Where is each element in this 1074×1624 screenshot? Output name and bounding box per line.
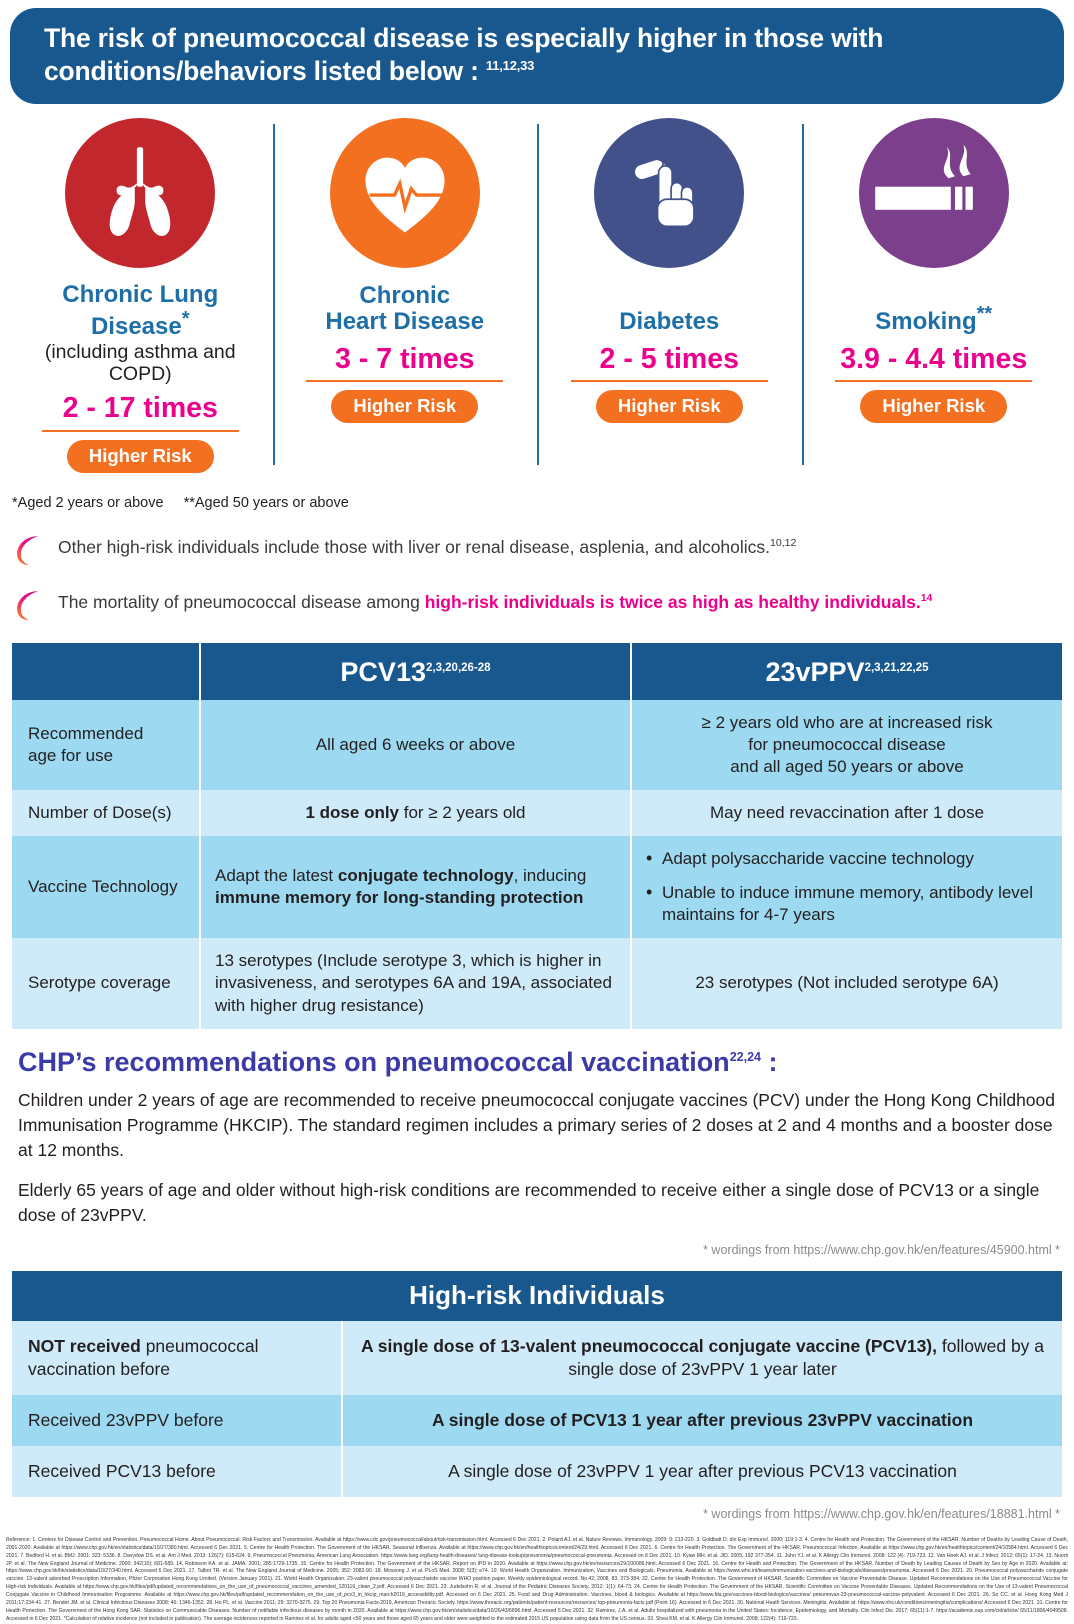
table-row <box>12 790 1062 836</box>
risk-divider <box>306 380 503 382</box>
cell-rest-part: for ≥ 2 years old <box>399 802 526 822</box>
risk-title-heart <box>279 282 532 336</box>
row-label-recommended-age: Recommended age for use <box>12 700 200 790</box>
table-header-row <box>12 643 1062 700</box>
age-footnote-one: *Aged 2 years or above <box>12 494 164 511</box>
heart-pulse-icon <box>330 118 480 268</box>
swoosh-quote-icon <box>14 533 58 572</box>
lungs-icon <box>65 118 215 268</box>
value-rest-part: followed by a single dose of 23vPPV 1 year later <box>568 1335 1045 1379</box>
risk-card-smoking <box>802 118 1067 473</box>
vaccine-comparison-table <box>12 643 1062 1029</box>
quote-item-2 <box>14 588 1074 627</box>
header-line2: conditions/behaviors listed below : <box>44 55 479 86</box>
table-row <box>12 1321 1062 1395</box>
cell-23vppv-doses: May need revaccination after 1 dose <box>631 790 1062 836</box>
high-risk-value-received-pcv13: A single dose of 23vPPV 1 year after previous PCV13 vaccination <box>342 1446 1062 1497</box>
risk-card-heart <box>273 118 538 473</box>
list-item: • Adapt polysaccharide vaccine technology <box>646 848 1048 870</box>
quote-text-2 <box>58 588 932 614</box>
header-refs: 11,12,33 <box>485 58 535 74</box>
risk-title-sup: ** <box>976 303 993 326</box>
column-header-label: 23vPPV <box>765 656 865 687</box>
label-bold-part: NOT received <box>28 1335 141 1356</box>
high-risk-label-received-pcv13: Received PCV13 before <box>12 1446 342 1497</box>
age-footnote-two: **Aged 50 years or above <box>183 494 349 511</box>
column-header-label: PCV13 <box>340 656 426 687</box>
row-label-number-of-doses: Number of Dose(s) <box>12 790 200 836</box>
cell-pcv13-serotypes: 13 serotypes (Include serotype 3, which is higher in invasiveness, and serotypes 6A and 19A, associated with higher drug resistance) <box>200 938 631 1028</box>
risk-divider <box>835 380 1032 382</box>
risk-times-lung: 2 - 17 times <box>62 392 218 425</box>
high-risk-value-received-23vppv <box>342 1395 1062 1446</box>
risk-title-text: Chronic Lung Disease <box>62 280 219 341</box>
risk-card-diabetes <box>537 118 802 473</box>
header-title <box>44 22 1030 88</box>
quote-body: Other high-risk individuals include those with liver or renal disease, asplenia, and alcoholics. <box>58 536 771 557</box>
risk-times-heart: 3 - 7 times <box>335 342 475 375</box>
high-risk-banner: High-risk Individuals <box>12 1271 1062 1321</box>
higher-risk-badge-diabetes: Higher Risk <box>596 390 743 423</box>
chp-paragraph-2: Elderly 65 years of age and older without high-risk conditions are recommended to receive either a single dose of PCV13 or a single dose of 23vPPV. <box>18 1179 1040 1226</box>
risk-title-diabetes <box>543 282 796 336</box>
chp-source-note: * wordings from https://www.chp.gov.hk/en/features/45900.html * <box>703 1242 1060 1257</box>
risk-divider <box>42 430 239 432</box>
risk-title-text: Diabetes <box>619 308 720 336</box>
header-banner <box>10 8 1064 104</box>
quote-ref: 14 <box>920 591 933 604</box>
risk-title-lung <box>14 282 267 386</box>
quote-text-1 <box>58 533 796 559</box>
chp-heading <box>18 1047 1074 1078</box>
bullet-list <box>646 848 1048 926</box>
risk-times-diabetes: 2 - 5 times <box>599 342 739 375</box>
cigarette-icon <box>859 118 1009 268</box>
table-row <box>12 836 1062 938</box>
risk-title-text: Smoking <box>875 308 977 336</box>
cell-23vppv-serotypes: 23 serotypes (Not included serotype 6A) <box>631 938 1062 1028</box>
risk-title-text: Chronic <box>359 281 451 309</box>
table-row <box>12 938 1062 1028</box>
value-bold-part: A single dose of PCV13 1 year after previous 23vPPV vaccination <box>431 1409 974 1430</box>
high-risk-value-not-received <box>342 1321 1062 1395</box>
higher-risk-badge-heart: Higher Risk <box>331 390 478 423</box>
high-risk-label-received-23vppv: Received 23vPPV before <box>12 1395 342 1446</box>
higher-risk-badge-lung: Higher Risk <box>67 440 214 473</box>
table-row <box>12 700 1062 790</box>
cell-pcv13-doses <box>200 790 631 836</box>
swoosh-quote-icon <box>14 588 58 627</box>
references-block: Reference: 1. Centers for Disease Control and Prevention. Pneumococcal Home. About Pneumococcal. Risk Factors and Transmission. Available at https://www.cdc.gov/pneumococcal/about/risk-transmission.html. Accessed 6 Dec 2021. 2. Polard AJ. et al. Nature Reviews, Immunology. 2009: 9: 213-220. 3. Goldbatt D. din Exp Immunol. 2000; 119:1-3. 4. Centre for Health and Protection. The Government of the HKSAR. Number of Deaths by Leading Cause of Death, 2001-2020. Available at https://www.chp.gov.hk/en/statistics/data/10/27/380.html. Accessed 6 Dec 2021. 5. Centre for Health Protection. The Government of the HKSAR. Seasonal Influenza. Available at https://www.chp.gov.hk/en/healthtopics/content/24/29.html. Accessed 6 Dec 2021. 6. Centre for Health Protection. The Government of the HKSAR. Pneumococcal Infection. Available at https://www.chp.gov.hk/en/healthtopics/content/24/10584.html. Accessed 6 Dec 2021. 7. Bedford H. et al. BMJ. 2001: 323: 5336. 8. Davydow DS. et al. Am J Med. 2013: 126(7): 615-624. 9. Pneumococcal Pneumonia, American Lung Association. https://www.lung.org/lung-health-diseases/ lung-disease-lookup/pneumonia/pneumococcal-pneumonia. Accessed on 6 Dec 2021. 10. Kyaw MH. et al. JID. 2005, 192 377-354. 11. Juhn YJ. et al. K Allergy Clin Immunol. 2008: 122 (4): 719-723. 12. Van Hoek AJ. et al. J Infect. 2012; 65(1): 17-24. 13. Nuorti JP. et al. The New England Journal of Medicine. 2000; 342(10): 681-689. 14. Robinson KA. et al. JAMA. 2001; 285:1729-1735. 15. Centre for Health Protection. The Government of the HKSAR. Report on IPD in 2020. Available at https://www.chp.gov.hk/en/resources/29/100086.html. Accessed 6 Dec 2021. 16. Centre for Health and Protection. The Government of the HKSAR. Number of Death by Leading Causes of Death by Sex by Age in 2020. Available at: https://www.chp.gov.hk/hk/statistics/data/10/27/340.html. Accessed 6 Dec 2021. 17. Talbot TR. et al. The New England Journal of Medicine. 2005; 352: 2082-90. 18. Mossong J. et al. PLoS Med. 2008; 5(3): e74. 19. World Health Organization. Immunization, Vaccines and Biologicals. Pneumonia. Available at https://www.who.int/teams/immunization-vaccines-and-biologicals/diseases/pneumonia. Accessed 6 Dec 2021. 20. Pneumococcal polysaccharide conjugate vaccine. 13-valent adsorbed Prescription Information, Pfizer Corporation Hong Kong Limited. (Version January 2021). 21. World Health Organization. 23-valent pneumococcal polysaccharide vaccine WHO position paper. Weekly epidemiological record. No.42, 2008, 83, 373-384. 22. Centre for Health Protection. The Government of HKSAR. Scientific Committee on Vaccine Preventable Disease. Updated Recommendations on the Use of Pneumococcal Vaccine for High-risk Individuals. Available at https://www.chp.gov.hk/files/pdf/updated_recommendations_on_the_use_of_pneumococcal_vaccines_amended_120116_clean_2.pdf. Accessed 6 Dec 2021. 23. Judelsohn R. et al. Journal of the Pediatric Diseases Society. 2012: 1(1): 64-73. 24. Centre for Health Protection. The Government of the HKSAR. Scientific Committee on Vaccine Preventable Diseases. Updated Recommendations on the Use of 13-valent Pneumococcal Conjugate Vaccine in Childhood Immunisation Programme. Available at https://www.chp.gov.hk/files/pdf/updated_recommendation_on_the_use_of_pcv3_in_hkcip_march2019_accessibility.pdf. Accessed on 6 Dec 2021. 25. Food and Drug Administration. Vaccines, blood & biologics. Available at https://www.fda.gov/vaccines-blood-biologics/vaccines/ pneumovax-23-pneumococcal-vaccine-polyvalent. Accessed 6 Dec 2021. 26. So CC. et al. Hong Kong Med J 2011;17:234-41. 27. Bender JM. et al. Clinical Infectious Diseases 2008; 46: 1346-1352. 28. Ho PL. et al. Vaccine 2011; 29: 3270-3275. 29. Top 20 Pneumonia Facts-2019, American Thoracic Society. https://www.thoracic.org/patients/patient-resources/resources/ top-pneumonia-facts.pdf (Point 16). Accessed in 6 Dec 2021. 30. National Heath Services. Meningitis. Available at: https://www.nhs.uk/conditions/meningitis/complications/ Accessed 6 Dec 2021. 31. Centre for Health Protection. The Government of the Hong Kong SAR. Statistics on Communicable Diseases. Number of notifiable infectious diseases by month in 2020. Available at https://www.chp.gov.hk/en/statistics/data/10/26/43/6896.html. Accessed 6 Dec 2021. 32. Ramirez, J.A. et al. Adults hospitalized with pneumonia in the United States: Incidence, Epidemiology, and Mortality. Clin Infect Dis. 2017; 65(11):1-7. https://academic.oup.com/cid/article/ 65/11/1806/4049508. Accessed in 6 Dec 2021. *Calculation of relative incidence (not included in publication). The average incidences reported in Ramirez et al. for adults aged <50 years and those aged 65 years and older were weighted to the estimated 2015 US population using data from the US census. 33. Shea KM. et al. K Allergy Clin Immunol. 2008; 122(4): 719-723. <box>6 1536 1068 1622</box>
column-header-sup: 2,3,20,26-28 <box>425 661 491 674</box>
table-row <box>12 1446 1062 1497</box>
header-line1: The risk of pneumococcal disease is especially higher in those with <box>44 23 884 53</box>
high-risk-label-not-received <box>12 1321 342 1395</box>
chp-paragraph-1: Children under 2 years of age are recommended to receive pneumococcal conjugate vaccines (PCV) under the Hong Kong Childhood Immunisation Programme (HKCIP). The standard regimen includes a primary series of 2 doses at 2 and 4 months and a booster dose at 12 months. <box>18 1089 1055 1161</box>
risk-title-text2: Heart Disease <box>325 308 485 336</box>
risk-subtitle: (including asthma and COPD) <box>44 340 236 385</box>
list-item: • Unable to induce immune memory, antibody level maintains for 4-7 years <box>646 882 1048 926</box>
high-risk-table <box>12 1321 1062 1497</box>
quote-body: The mortality of pneumococcal disease among <box>58 591 425 612</box>
cell-pcv13-age: All aged 6 weeks or above <box>200 700 631 790</box>
row-label-vaccine-technology: Vaccine Technology <box>12 836 200 938</box>
chp-heading-colon: : <box>760 1046 778 1077</box>
quote-list <box>14 533 1074 627</box>
value-bold-part: A single dose of 13-valent pneumococcal conjugate vaccine (PCV13), <box>360 1335 938 1356</box>
age-footnotes <box>12 495 1074 511</box>
risk-times-smoking: 3.9 - 4.4 times <box>840 342 1028 375</box>
column-header-pcv13 <box>200 643 631 700</box>
infographic-page <box>0 8 1074 1622</box>
risk-divider <box>571 380 768 382</box>
risk-title-smoking <box>808 282 1061 336</box>
quote-item-1 <box>14 533 1074 572</box>
header-corner-blank <box>12 643 200 700</box>
column-header-23vppv <box>631 643 1062 700</box>
chp-heading-text: CHP’s recommendations on pneumococcal vaccination <box>18 1046 730 1077</box>
high-risk-source-note: * wordings from https://www.chp.gov.hk/en/features/18881.html * <box>703 1506 1060 1521</box>
row-label-serotype-coverage: Serotype coverage <box>12 938 200 1028</box>
blood-glucose-finger-icon <box>594 118 744 268</box>
risk-card-row <box>8 118 1066 473</box>
cell-23vppv-age: ≥ 2 years old who are at increased risk for pneumococcal disease and all aged 50 years or above <box>631 700 1062 790</box>
column-header-sup: 2,3,21,22,25 <box>864 661 929 674</box>
cell-bold-part: 1 dose only <box>305 802 400 822</box>
cell-pcv13-technology: Adapt the latest conjugate technology, inducing immune memory for long-standing protection <box>200 836 631 938</box>
chp-heading-sup: 22,24 <box>729 1049 761 1064</box>
risk-title-sup: * <box>181 308 190 331</box>
table-row <box>12 1395 1062 1446</box>
label-rest-part: pneumococcal vaccination before <box>28 1335 259 1379</box>
risk-card-lung <box>8 118 273 473</box>
higher-risk-badge-smoking: Higher Risk <box>860 390 1007 423</box>
quote-ref: 10,12 <box>770 536 797 549</box>
quote-highlight: high-risk individuals is twice as high as healthy individuals. <box>424 591 921 612</box>
cell-23vppv-technology <box>631 836 1062 938</box>
